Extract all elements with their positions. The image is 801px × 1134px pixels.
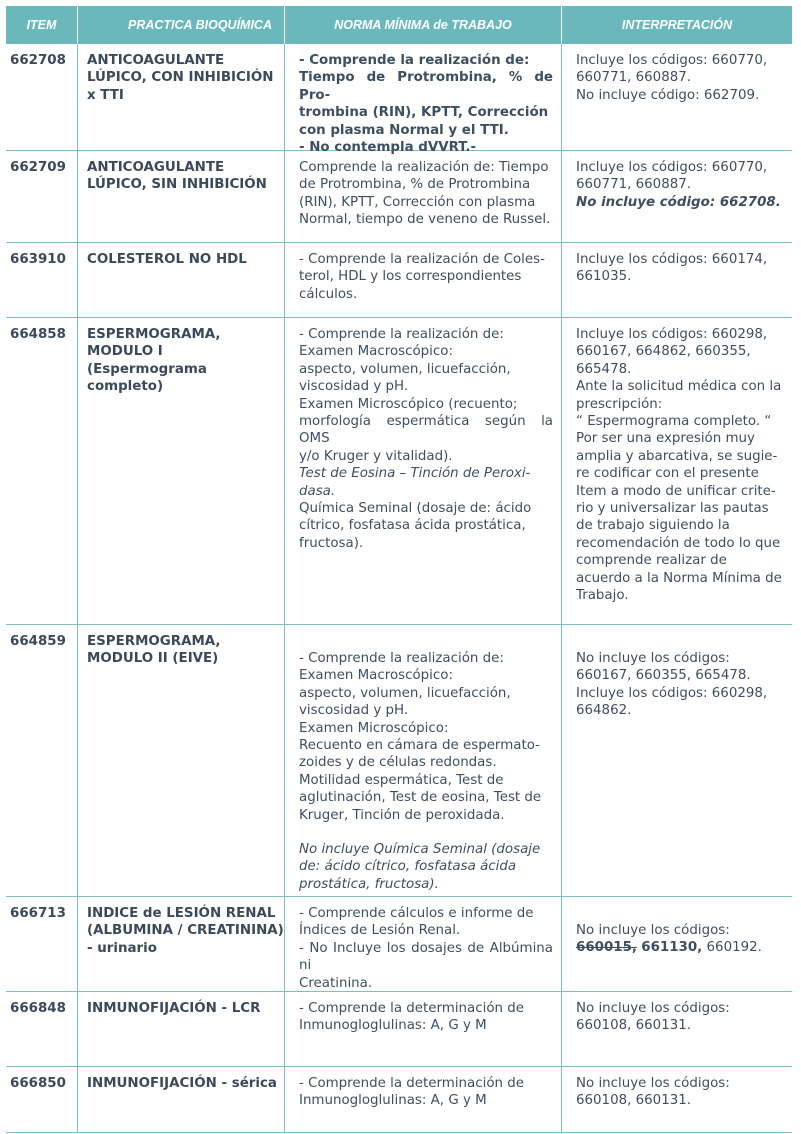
table-row	[6, 897, 792, 992]
item-code: 666848	[6, 992, 78, 1066]
norma-text: - Comprende la realización de: Examen Macroscópico: aspecto, volumen, licuefacción, viscosidad y pH. Examen Microscópico: Recuento en cámara de espermato- zoides y de células redondas. Motilidad espermática, Test de aglutinación, Test de eosina, Test de Kruger, Tinción de peroxidada. No incluye Química Seminal (dosaje de: ácido cítrico, fosfatasa ácida prostática, fructosa).	[285, 625, 562, 896]
table-row	[6, 44, 792, 156]
item-code: 664858	[6, 318, 78, 624]
practica-name: ESPERMOGRAMA, MODULO II (EIVE)	[78, 625, 285, 896]
practica-name: INMUNOFIJACIÓN - sérica	[78, 1067, 285, 1132]
header-practica: PRACTICA BIOQUÍMICA	[78, 6, 285, 44]
header-norma: NORMA MÍNIMA de TRABAJO	[285, 6, 562, 44]
header-interpretacion: INTERPRETACIÓN	[621, 18, 733, 32]
norma-text: - Comprende la realización de Coles- terol, HDL y los correspondientes cálculos.	[285, 243, 562, 317]
table-header	[6, 6, 792, 44]
practica-name: ANTICOAGULANTE LÚPICO, CON INHIBICIÓN x TTI	[78, 44, 285, 150]
interpretacion-text: No incluye los códigos: 660167, 660355, 665478. Incluye los códigos: 660298, 664862.	[576, 651, 768, 719]
practica-name: INMUNOFIJACIÓN - LCR	[78, 992, 285, 1066]
item-code: 662708	[6, 44, 78, 150]
interpretacion-text: Incluye los códigos: 660174, 661035.	[576, 252, 768, 285]
item-code: 663910	[6, 243, 78, 317]
header-item: ITEM	[6, 6, 78, 44]
table-row	[6, 1067, 792, 1133]
struck-code: 660015,	[576, 940, 637, 956]
norma-text: - Comprende la determinación de Inmunogloglulinas: A, G y M	[285, 1067, 562, 1132]
item-code: 666850	[6, 1067, 78, 1132]
practica-name: INDICE de LESIÓN RENAL (ALBUMINA / CREATININA) - urinario	[78, 897, 285, 991]
table-row	[6, 992, 792, 1067]
interpretacion-text: Incluye los códigos: 660770, 660771, 660887. No incluye código: 662709.	[576, 53, 768, 103]
interpretacion-text: No incluye los códigos: 660108, 660131.	[576, 1001, 730, 1034]
interpretacion-text: No incluye los códigos: 660015, 661130, 660192.	[576, 923, 762, 956]
practica-name: ESPERMOGRAMA, MODULO I (Espermograma completo)	[78, 318, 285, 624]
table-row	[6, 151, 792, 243]
norma-text: - Comprende la determinación de Inmunogloglulinas: A, G y M	[285, 992, 562, 1066]
table-row	[6, 625, 792, 897]
norma-text: - Comprende cálculos e informe de Índices de Lesión Renal. - No Incluye los dosajes de Albúmina ni Creatinina.	[285, 897, 562, 991]
item-code: 662709	[6, 151, 78, 242]
norma-text: - Comprende la realización de: Tiempo de Protrombina, % de Pro- trombina (RIN), KPTT, Corrección con plasma Normal y el TTI. - No contempla dVVRT.-	[285, 44, 562, 150]
practice-table	[6, 6, 792, 1109]
interpretacion-text: Incluye los códigos: 660770, 660771, 660887. No incluye código: 662708.	[576, 160, 781, 210]
interpretacion-text: No incluye los códigos: 660108, 660131.	[576, 1076, 730, 1109]
item-code: 666713	[6, 897, 78, 991]
norma-text: Comprende la realización de: Tiempo de Protrombina, % de Protrombina (RIN), KPTT, Corrección con plasma Normal, tiempo de veneno de Russel.	[285, 151, 562, 242]
practica-name: ANTICOAGULANTE LÚPICO, SIN INHIBICIÓN	[78, 151, 285, 242]
table-row	[6, 318, 792, 625]
interpretacion-text: Incluye los códigos: 660298, 660167, 664862, 660355, 665478. Ante la solicitud médica con la prescripción: “ Espermograma completo. “ Por ser una expresión muy amplia y abarcativa, se sugie- re codificar con el presente Item a modo de unificar crite- rio y universalizar las pautas de trabajo siguiendo la recomendación de todo lo que comprende realizar de acuerdo a la Norma Mínima de Trabajo.	[576, 327, 782, 604]
item-code: 664859	[6, 625, 78, 896]
norma-text: - Comprende la realización de: Examen Macroscópico: aspecto, volumen, licuefacción, viscosidad y pH. Examen Microscópico (recuento; morfología espermática según la OMS y/o Kruger y vitalidad). Test de Eosina – Tinción de Peroxi- dasa. Química Seminal (dosaje de: ácido cítrico, fosfatasa ácida prostática, fructosa).	[285, 318, 562, 624]
practica-name: COLESTEROL NO HDL	[78, 243, 285, 317]
table-row	[6, 243, 792, 318]
